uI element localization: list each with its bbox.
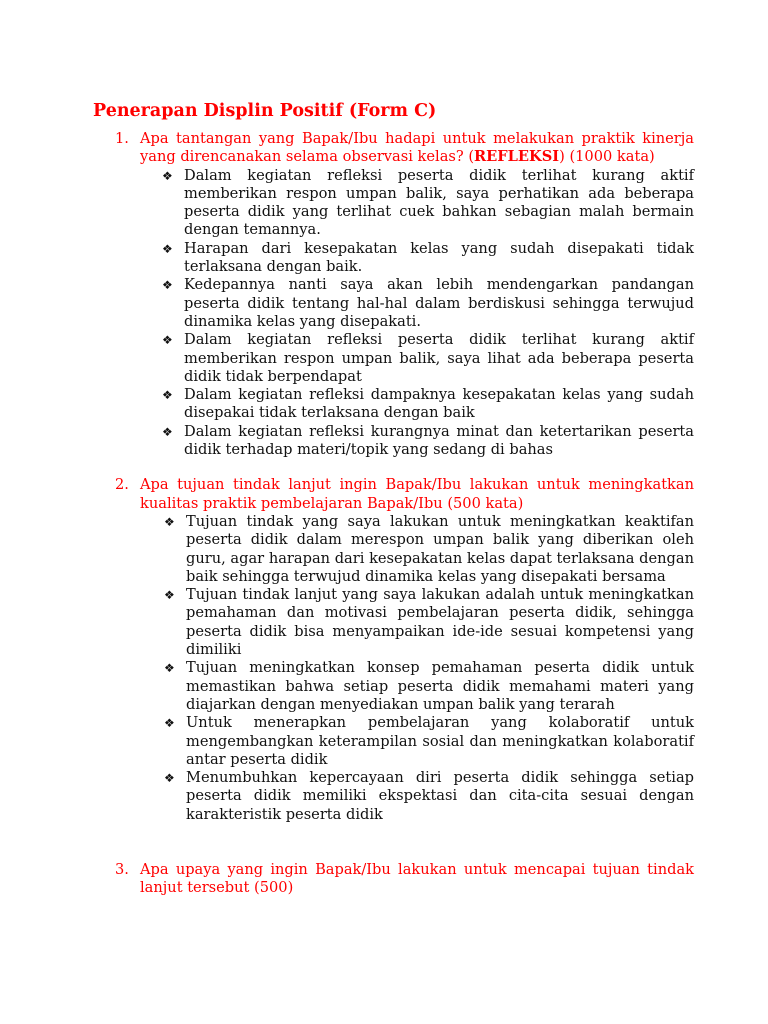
question-number: 1. <box>115 130 129 147</box>
bullet-item: ❖ Kedepannya nanti saya akan lebih mendengarkan pandangan peserta didik tentang hal-hal dalam berdiskusi sehingga terwujud dinamika kelas yang disepakati. <box>184 276 694 331</box>
question-text: Apa upaya yang ingin Bapak/Ibu lakukan untuk mencapai tujuan tindak lanjut tersebut (500) <box>140 860 694 897</box>
question-emphasis: REFLEKSI <box>474 148 560 166</box>
bullet-item: ❖ Dalam kegiatan refleksi peserta didik terlihat kurang aktif memberikan respon umpan balik, saya lihat ada beberapa peserta didik tidak berpendapat <box>184 331 694 386</box>
answer-list-2 <box>93 513 694 824</box>
document-title: Penerapan Displin Positif (Form C) <box>93 101 437 121</box>
question-number: 2. <box>115 476 129 494</box>
bullet-item: ❖ Dalam kegiatan refleksi peserta didik terlihat kurang aktif memberikan respon umpan balik, saya perhatikan ada beberapa peserta didik yang terlihat cuek bahkan sebagian malah bermain dengan temannya. <box>184 167 694 240</box>
bullet-item: ❖ Harapan dari kesepakatan kelas yang sudah disepakati tidak terlaksana dengan baik. <box>184 240 694 277</box>
answer-list-1 <box>93 167 694 460</box>
document-page <box>93 100 694 898</box>
question-text-end: ) (1000 kata) <box>559 148 655 166</box>
bullet-item: ❖ Untuk menerapkan pembelajaran yang kolaboratif untuk mengembangkan keterampilan sosial dan meningkatkan kolaboratif antar peserta didik <box>186 714 694 769</box>
bullet-item: ❖ Dalam kegiatan refleksi dampaknya kesepakatan kelas yang sudah disepakai tidak terlaksana dengan baik <box>184 386 694 423</box>
question-1 <box>93 130 694 167</box>
bullet-item: ❖ Tujuan meningkatkan konsep pemahaman peserta didik untuk memastikan bahwa setiap peserta didik memahami materi yang diajarkan dengan menyediakan umpan balik yang terarah <box>186 659 694 714</box>
bullet-item: ❖ Dalam kegiatan refleksi kurangnya minat dan ketertarikan peserta didik terhadap materi/topik yang sedang di bahas <box>184 423 694 460</box>
question-2 <box>93 476 694 513</box>
bullet-item: ❖ Tujuan tindak yang saya lakukan untuk meningkatkan keaktifan peserta didik dalam merespon umpan balik yang diberikan oleh guru, agar harapan dari kesepakatan kelas dapat terlaksana dengan baik sehingga terwujud dinamika kelas yang disepakati bersama <box>186 513 694 586</box>
question-text: Apa tantangan yang Bapak/Ibu hadapi untuk melakukan praktik kinerja yang direncanakan selama observasi kelas? ( <box>140 130 694 166</box>
bullet-item: ❖ Tujuan tindak lanjut yang saya lakukan adalah untuk meningkatkan pemahaman dan motivasi pembelajaran peserta didik, sehingga peserta didik bisa menyampaikan ide-ide sesuai kompetensi yang dimiliki <box>186 586 694 659</box>
question-text: Apa tujuan tindak lanjut ingin Bapak/Ibu lakukan untuk meningkatkan kualitas praktik pembelajaran Bapak/Ibu (500 kata) <box>140 476 694 512</box>
bullet-item: ❖ Menumbuhkan kepercayaan diri peserta didik sehingga setiap peserta didik memiliki ekspektasi dan cita-cita sesuai dengan karakteristik peserta didik <box>186 769 694 824</box>
question-3 <box>93 861 694 898</box>
question-number: 3. <box>115 860 129 878</box>
